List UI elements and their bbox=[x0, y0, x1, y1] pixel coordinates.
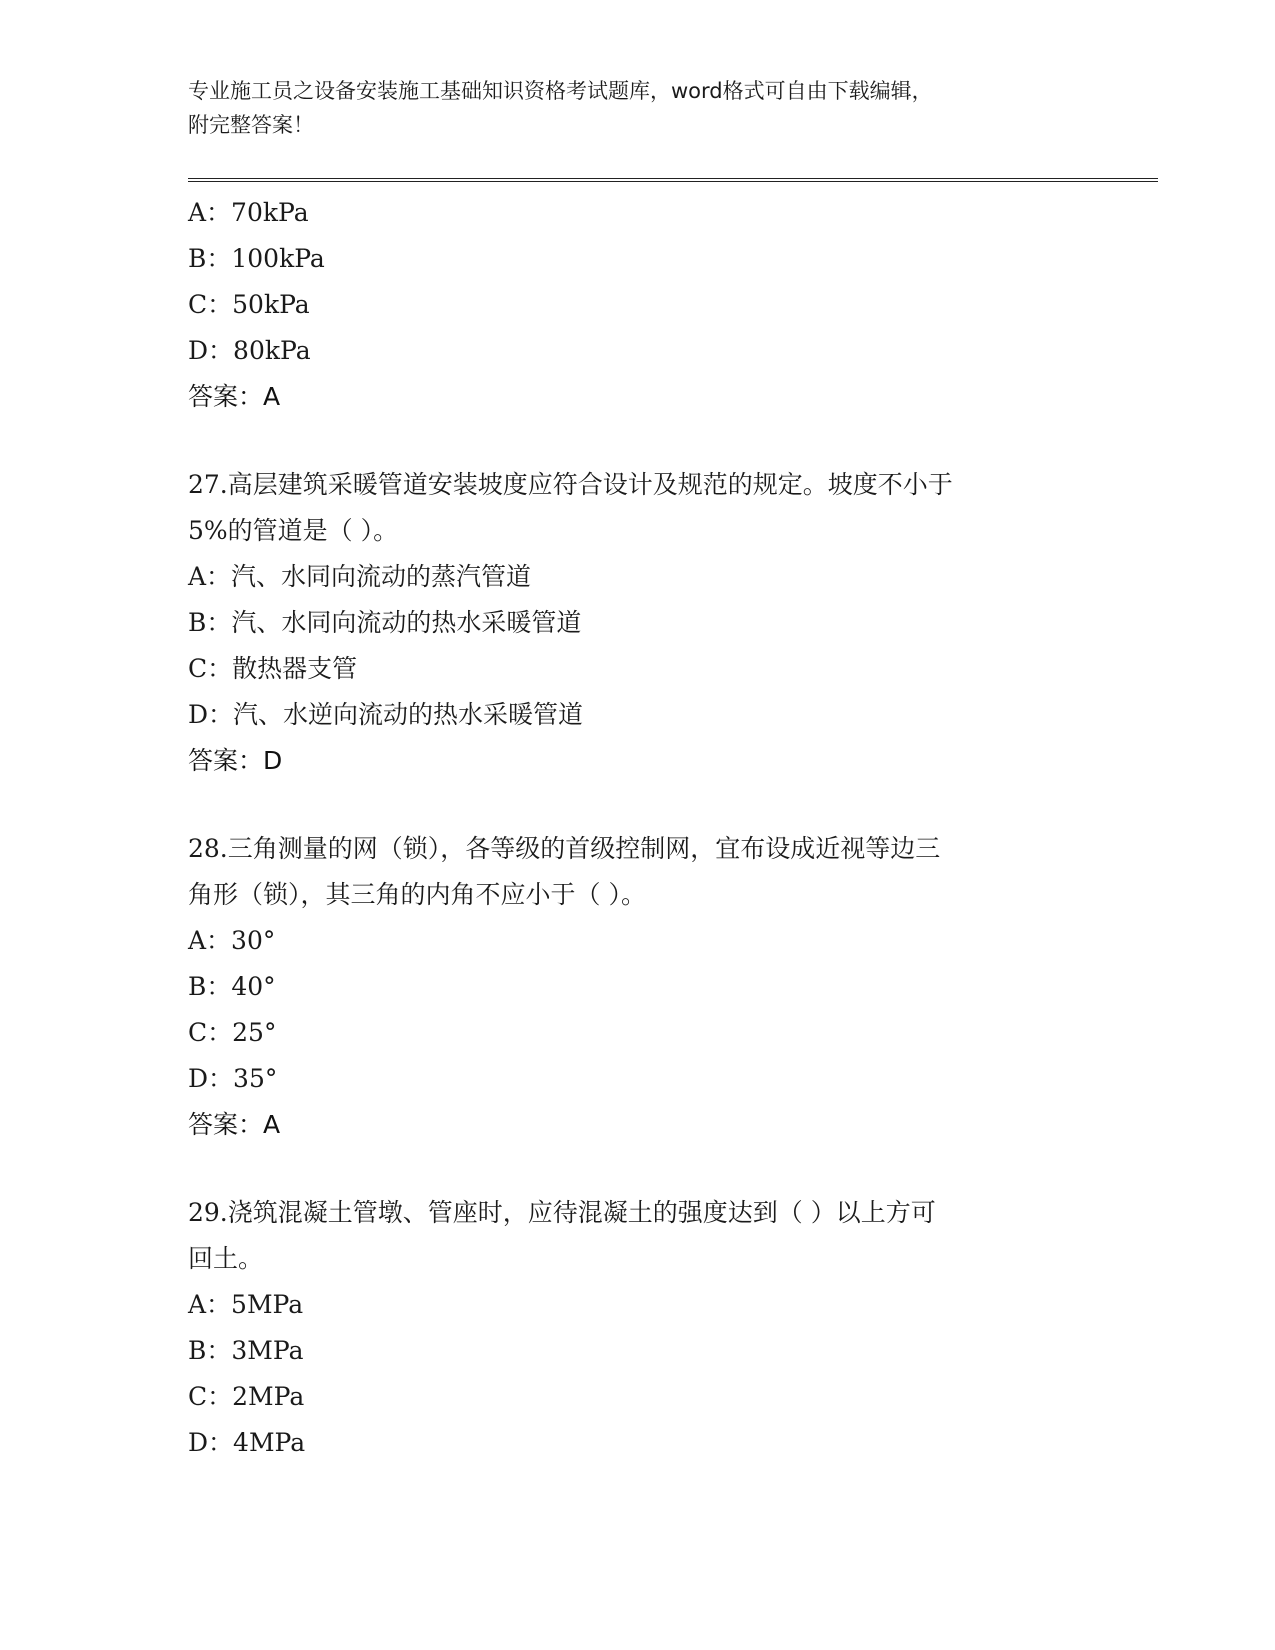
question-block-28 bbox=[188, 826, 1088, 1148]
question-text-line-1: 29.浇筑混凝土管墩、管座时，应待混凝土的强度达到（ ）以上方可 bbox=[188, 1198, 936, 1227]
option-a: A：汽、水同向流动的蒸汽管道 bbox=[188, 562, 532, 591]
block-spacer bbox=[188, 784, 1088, 826]
question-text bbox=[188, 826, 1068, 918]
option-d: D：80kPa bbox=[188, 336, 311, 365]
option-c: C：50kPa bbox=[188, 290, 310, 319]
question-text-line-1: 28.三角测量的网（锁），各等级的首级控制网，宜布设成近视等边三 bbox=[188, 834, 941, 863]
option-c: C：散热器支管 bbox=[188, 654, 358, 683]
question-block-26 bbox=[188, 190, 1088, 420]
question-text-line-1: 27.高层建筑采暖管道安装坡度应符合设计及规范的规定。坡度不小于 bbox=[188, 470, 953, 499]
document-header bbox=[188, 74, 1068, 142]
question-text-line-2: 回土。 bbox=[188, 1244, 264, 1273]
answer-line: 答案：D bbox=[188, 746, 283, 775]
answer-line: 答案：A bbox=[188, 382, 281, 411]
option-a: A：5MPa bbox=[188, 1290, 304, 1319]
question-block-27 bbox=[188, 462, 1088, 784]
option-c: C：2MPa bbox=[188, 1382, 305, 1411]
block-spacer bbox=[188, 420, 1088, 462]
question-text-line-2: 5%的管道是（ ）。 bbox=[188, 516, 399, 545]
option-d: D：4MPa bbox=[188, 1428, 306, 1457]
question-text bbox=[188, 462, 1068, 554]
option-a: A：30° bbox=[188, 926, 276, 955]
answer-line: 答案：A bbox=[188, 1110, 281, 1139]
header-divider bbox=[188, 178, 1158, 182]
question-text-line-2: 角形（锁），其三角的内角不应小于（ ）。 bbox=[188, 880, 646, 909]
question-content bbox=[188, 190, 1088, 1466]
header-line-1: 专业施工员之设备安装施工基础知识资格考试题库，word格式可自由下载编辑， bbox=[188, 79, 933, 103]
question-block-29 bbox=[188, 1190, 1088, 1466]
option-b: B：100kPa bbox=[188, 244, 325, 273]
option-a: A：70kPa bbox=[188, 198, 309, 227]
header-line-2: 附完整答案！ bbox=[188, 113, 314, 137]
option-d: D：汽、水逆向流动的热水采暖管道 bbox=[188, 700, 584, 729]
option-b: B：40° bbox=[188, 972, 276, 1001]
option-c: C：25° bbox=[188, 1018, 277, 1047]
option-b: B：汽、水同向流动的热水采暖管道 bbox=[188, 608, 582, 637]
option-b: B：3MPa bbox=[188, 1336, 304, 1365]
option-d: D：35° bbox=[188, 1064, 278, 1093]
question-text bbox=[188, 1190, 1068, 1282]
block-spacer bbox=[188, 1148, 1088, 1190]
